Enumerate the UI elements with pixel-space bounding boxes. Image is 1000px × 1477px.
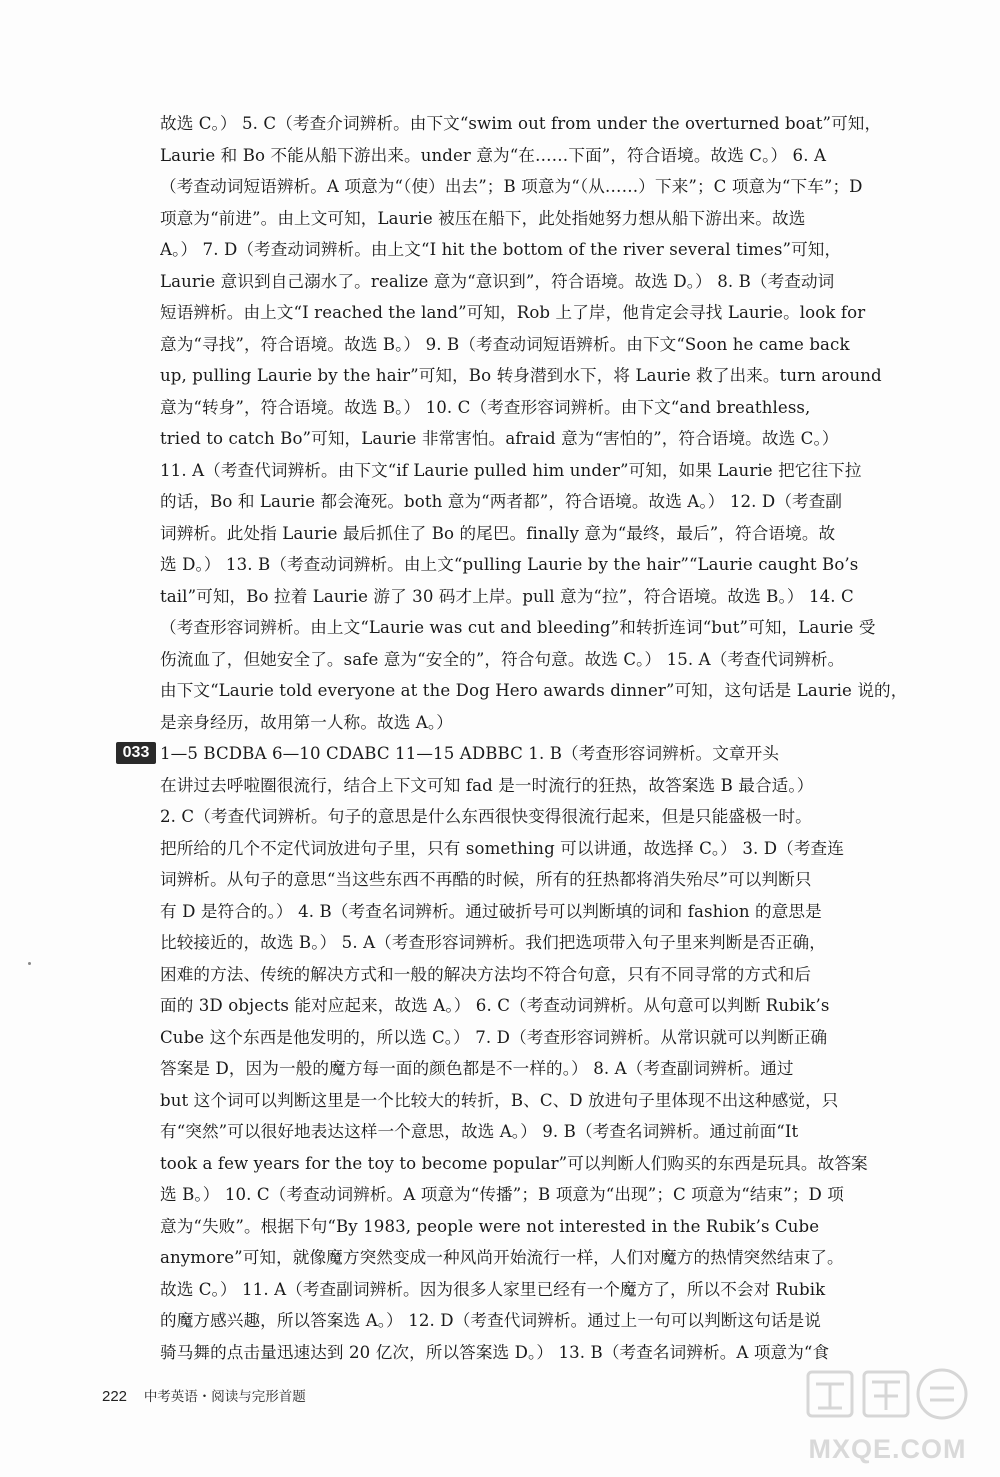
text-line: 是亲身经历，故用第一人称。故选 A。） [160,712,453,732]
text-line: 故选 C。） 11. A（考查副词辨析。因为很多人家里已经有一个魔方了，所以不会对 Rubik [160,1279,826,1299]
section-number-badge: 033 [116,742,156,764]
text-line: 词辨析。从句子的意思“当这些东西不再酷的时候，所有的狂热都将消失殆尽”可以判断只 [160,870,812,889]
text-line: tried to catch Bo”可知，Laurie 非常害怕。afraid 意为“害怕的”，符合语境。故选 C。） [160,429,839,448]
text-line: 11. A（考查代词辨析。由下文“if Laurie pulled him under”可知，如果 Laurie 把它往下拉 [160,460,862,480]
text-line: anymore”可知，就像魔方突然变成一种风尚开始流行一样，人们对魔方的热情突然结束了。 [160,1248,844,1267]
text-line: 的话，Bo 和 Laurie 都会淹死。both 意为“两者都”，符合语境。故选 A。） 12. D（考查副 [160,492,843,511]
text-line: Laurie 意识到自己溺水了。realize 意为“意识到”，符合语境。故选 D。） 8. B（考查动词 [160,271,835,291]
page-number: 222 [102,1388,128,1405]
text-line: （考查动词短语辨析。A 项意为“（使）出去”；B 项意为“（从……）下来”；C 项意为“下车”；D [160,177,863,196]
text-line: 意为“失败”。根据下句“By 1983, people were not interested in the Rubik’s Cube [160,1216,820,1236]
page-footer [102,1384,502,1408]
text-line: 有“突然”可以很好地表达这样一个意思，故选 A。） 9. B（考查名词辨析。通过前面“It [160,1122,799,1141]
text-line: 选 D。） 13. B（考查动词辨析。由上文“pulling Laurie by the hair”“Laurie caught Bo’s [160,555,859,574]
text-line: 骑马舞的点击量迅速达到 20 亿次，所以答案选 D。） 13. B（考查名词辨析。A 项意为“食 [160,1342,830,1362]
text-line: 把所给的几个不定代词放进句子里，只有 something 可以讲通，故选择 C。） 3. D（考查连 [160,838,844,858]
answer-block-033 [160,738,930,1368]
text-line: 的魔方感兴趣，所以答案选 A。） 12. D（考查代词辨析。通过上一句可以判断这句话是说 [160,1311,821,1330]
text-line: took a few years for the toy to become popular”可以判断人们购买的东西是玩具。故答案 [160,1153,868,1173]
watermark-url: MXQE.COM [808,1434,967,1464]
text-line: 项意为“前进”。由上文可知，Laurie 被压在船下，此处指她努力想从船下游出来。故选 [160,208,806,228]
text-line: （考查形容词辨析。由上文“Laurie was cut and bleeding”和转折连词“but”可知，Laurie 受 [160,618,876,637]
text-line: 意为“寻找”，符合语境。故选 B。） 9. B（考查动词短语辨析。由下文“Soon he came back [160,334,850,354]
text-line: 有 D 是符合的。） 4. B（考查名词辨析。通过破折号可以判断填的词和 fashion 的意思是 [160,901,822,921]
watermark-logo [800,1360,975,1430]
text-line: but 这个词可以判断这里是一个比较大的转折，B、C、D 放进句子里体现不出这种感觉，只 [160,1090,839,1110]
text-line: 由下文“Laurie told everyone at the Dog Hero awards dinner”可知，这句话是 Laurie 说的， [160,681,908,700]
text-line: up, pulling Laurie by the hair”可知，Bo 转身潜到水下，将 Laurie 救了出来。turn around [160,366,882,385]
text-line: 比较接近的，故选 B。） 5. A（考查形容词辨析。我们把选项带入句子里来判断是否正确， [160,933,826,952]
text-line: 意为“转身”，符合语境。故选 B。） 10. C（考查形容词辨析。由下文“and breathless, [160,397,811,417]
text-line: A。） 7. D（考查动词辨析。由上文“I hit the bottom of the river several times”可知， [160,240,842,259]
margin-dot [28,962,31,965]
text-line: Cube 这个东西是他发明的，所以选 C。） 7. D（考查形容词辨析。从常识就可以判断正确 [160,1027,828,1047]
text-line: 选 B。） 10. C（考查动词辨析。A 项意为“传播”；B 项意为“出现”；C 项意为“结束”；D 项 [160,1185,844,1204]
text-line: 在讲过去呼啦圈很流行，结合上下文可知 fad 是一时流行的狂热，故答案选 B 最合适。） [160,775,814,795]
text-line: 答案是 D，因为一般的魔方每一面的颜色都是不一样的。） 8. A（考查副词辨析。通过 [160,1059,794,1078]
text-line: 1—5 BCDBA 6—10 CDABC 11—15 ADBBC 1. B（考查形容词辨析。文章开头 [160,744,780,763]
text-line: 短语辨析。由上文“I reached the land”可知，Rob 上了岸，他肯定会寻找 Laurie。look for [160,303,866,322]
text-line: 面的 3D objects 能对应起来，故选 A。） 6. C（考查动词辨析。从句意可以判断 Rubik’s [160,996,830,1015]
text-line: 2. C（考查代词辨析。句子的意思是什么东西很快变得很流行起来，但是只能盛极一时。 [160,807,812,826]
book-title: 中考英语・阅读与完形首题 [143,1389,306,1405]
text-line: 故选 C。） 5. C（考查介词辨析。由下文“swim out from under the overturned boat”可知， [160,114,882,133]
answer-block-032-continued [160,108,930,738]
text-line: 困难的方法、传统的解决方式和一般的解决方法均不符合句意，只有不同寻常的方式和后 [160,964,812,984]
text-line: Laurie 和 Bo 不能从船下游出来。under 意为“在……下面”，符合语境。故选 C。） 6. A [160,145,827,165]
text-line: tail”可知，Bo 拉着 Laurie 游了 30 码才上岸。pull 意为“拉”，符合语境。故选 B。） 14. C [160,586,854,606]
text-line: 伤流血了，但她安全了。safe 意为“安全的”，符合句意。故选 C。） 15. A（考查代词辨析。 [160,649,845,669]
text-line: 词辨析。此处指 Laurie 最后抓住了 Bo 的尾巴。finally 意为“最终，最后”，符合语境。故 [160,523,836,543]
